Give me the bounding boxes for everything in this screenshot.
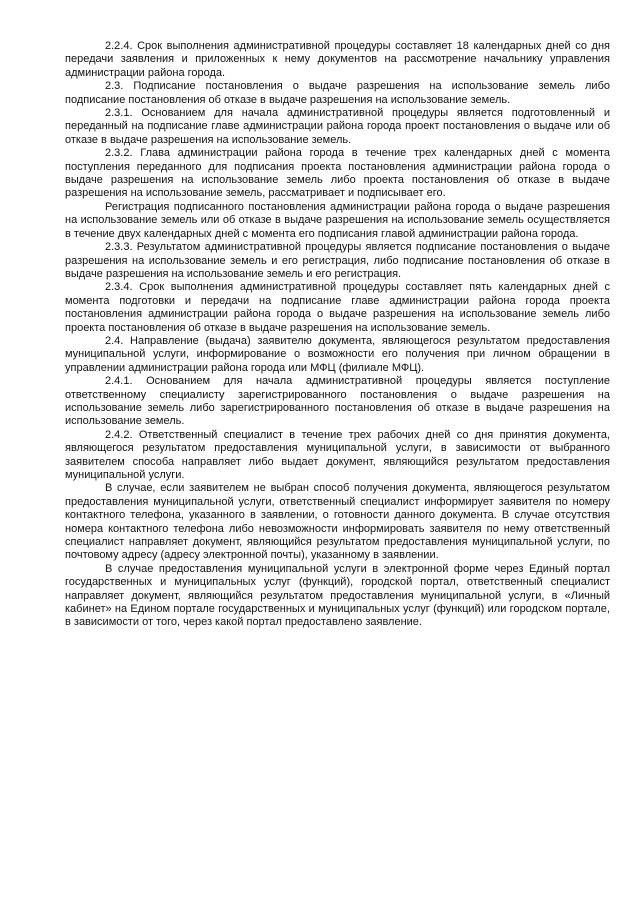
paragraph-2-4-1: 2.4.1. Основанием для начала административной процедуры является поступление ответственному специалисту зарегистрированного постановления о выдаче разрешения на использование земель либо зарегистрированного постановления об отказе в выдаче разрешения на использование земель.: [65, 375, 610, 428]
paragraph-2-3-1: 2.3.1. Основанием для начала административной процедуры является подготовленный и переданный на подписание главе администрации района города проект постановления о выдаче или об отказе в выдаче разрешения на использование земель.: [65, 107, 610, 146]
paragraph-electronic-form: В случае предоставления муниципальной услуги в электронной форме через Единый портал государственных и муниципальных услуг (функций), городской портал, ответственный специалист направляет документ, являющийся результатом предоставления муниципальной услуги, в «Личный кабинет» на Едином портале государственных и муниципальных услуг (функций) или городском портале, в зависимости от того, через какой портал предоставлено заявление.: [65, 562, 610, 629]
document-page: [65, 40, 610, 630]
paragraph-registration: Регистрация подписанного постановления администрации района города о выдаче разрешения на использование земель или об отказе в выдаче разрешения на использование земель осуществляется в течение двух календарных дней с момента его подписания главой администрации района города.: [65, 200, 610, 240]
paragraph-2-4-2: 2.4.2. Ответственный специалист в течение трех рабочих дней со дня принятия документа, являющегося результатом предоставления муниципальной услуги, в зависимости от выбранного заявителем способа направляет либо выдает документ, являющийся результатом предоставления муниципальной услуги.: [65, 428, 610, 481]
paragraph-2-2-4: 2.2.4. Срок выполнения административной процедуры составляет 18 календарных дней со дня передачи заявления и приложенных к нему документов на рассмотрение начальнику управления администрации района города.: [65, 40, 610, 79]
paragraph-2-3-3: 2.3.3. Результатом административной процедуры является подписание постановления о выдаче разрешения на использование земель и его регистрация, либо подписание постановления об отказе в выдаче разрешения на использование земель и его регистрация.: [65, 241, 610, 280]
paragraph-no-delivery-method: В случае, если заявителем не выбран способ получения документа, являющегося результатом предоставления муниципальной услуги, ответственный специалист информирует заявителя по номеру контактного телефона, указанного в заявлении, о готовности данного документа. В случае отсутствия номера контактного телефона либо невозможности информировать заявителя по нему ответственный специалист направляет документ, являющийся результатом предоставления муниципальной услуги, по почтовому адресу (адресу электронной почты), указанному в заявлении.: [65, 482, 610, 562]
paragraph-2-3: 2.3. Подписание постановления о выдаче разрешения на использование земель либо подписание постановления об отказе в выдаче разрешения на использование земель.: [65, 80, 610, 106]
paragraph-2-4: 2.4. Направление (выдача) заявителю документа, являющегося результатом предоставления муниципальной услуги, информирование о возможности его получения при личном обращении в управлении администрации района города или МФЦ (филиале МФЦ).: [65, 334, 610, 374]
paragraph-2-3-4: 2.3.4. Срок выполнения административной процедуры составляет пять календарных дней с момента подготовки и передачи на подписание главе администрации района города проекта постановления администрации района города о выдаче разрешения на использование земель либо проекта постановления об отказе в выдаче разрешения на использование земель.: [65, 281, 610, 334]
paragraph-2-3-2: 2.3.2. Глава администрации района города в течение трех календарных дней с момента поступления переданного для подписания проекта постановления администрации района города о выдаче разрешения на использование земель либо проекта постановления об отказе в выдаче разрешения на использование земель, рассматривает и подписывает его.: [65, 147, 610, 200]
